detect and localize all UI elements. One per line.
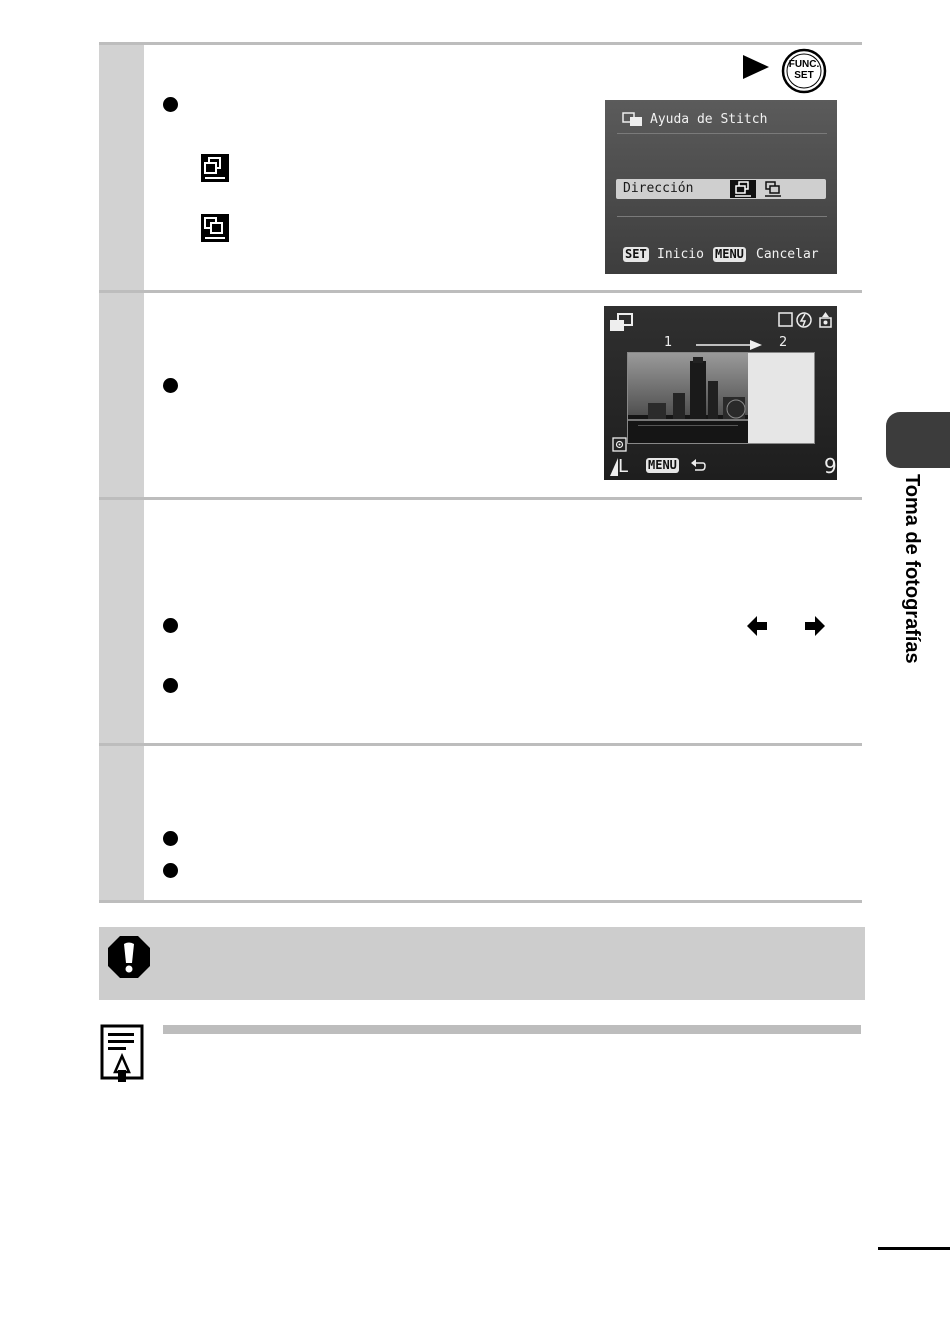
func-set-button-icon <box>781 48 827 94</box>
direction-left-to-right-icon <box>201 154 229 182</box>
set-key-label: SET <box>625 247 647 261</box>
step-rule-bottom <box>99 900 862 903</box>
func-label: FUNC. <box>788 59 820 70</box>
step-2-number-column <box>99 293 144 497</box>
menu-key-label: MENU <box>715 247 744 261</box>
stitch-shooting-screen <box>604 306 837 480</box>
status-icons <box>777 310 835 330</box>
step-4-number-column <box>99 746 144 900</box>
bullet-icon <box>163 831 178 846</box>
arrow-right-icon <box>694 338 764 352</box>
menu-key-label: MENU <box>648 458 677 472</box>
stitch-assist-icon <box>622 112 644 128</box>
stitch-preview-frame <box>627 352 815 444</box>
direction-option-row[interactable] <box>616 179 826 199</box>
bullet-icon <box>163 618 178 633</box>
caution-icon <box>107 935 151 979</box>
step-rule-1 <box>99 290 862 293</box>
direction-left-to-right-option[interactable] <box>730 180 756 198</box>
caution-box <box>99 927 865 1000</box>
bullet-icon <box>163 378 178 393</box>
direction-right-to-left-option[interactable] <box>762 180 784 198</box>
direction-right-to-left-icon <box>201 214 229 242</box>
note-icon <box>100 1024 146 1084</box>
stitch-menu-title: Ayuda de Stitch <box>650 112 768 127</box>
bullet-icon <box>163 863 178 878</box>
arrow-left-button-icon <box>745 615 769 637</box>
step-rule-3 <box>99 743 862 746</box>
step-rule-top <box>99 42 862 45</box>
arrow-right-icon <box>741 53 771 81</box>
night-city-photo <box>628 353 748 443</box>
step-rule-2 <box>99 497 862 500</box>
image-size-label: L <box>618 456 629 477</box>
stitch-assist-menu-screen <box>605 100 837 274</box>
chapter-tab <box>886 412 950 468</box>
stitch-menu-divider <box>617 133 827 134</box>
shots-remaining: 9 <box>824 454 837 478</box>
page-number-rule <box>878 1247 950 1250</box>
stitch-menu-divider-bottom <box>617 216 827 217</box>
bullet-icon <box>163 97 178 112</box>
stitch-assist-icon <box>607 312 635 334</box>
note-header-bar <box>163 1025 861 1034</box>
return-icon <box>690 458 706 472</box>
chapter-tab-label: Toma de fotografías <box>901 474 923 664</box>
set-label: SET <box>794 70 814 81</box>
direction-label: Dirección <box>623 181 694 196</box>
arrow-right-button-icon <box>803 615 827 637</box>
set-action-label: Inicio <box>657 247 704 262</box>
menu-action-label: Cancelar <box>756 247 819 262</box>
step-3-number-column <box>99 500 144 743</box>
frame-to-number: 2 <box>779 335 788 350</box>
step-1-number-column <box>99 45 144 290</box>
metering-icon <box>612 437 628 453</box>
frame-from-number: 1 <box>664 335 673 350</box>
bullet-icon <box>163 678 178 693</box>
